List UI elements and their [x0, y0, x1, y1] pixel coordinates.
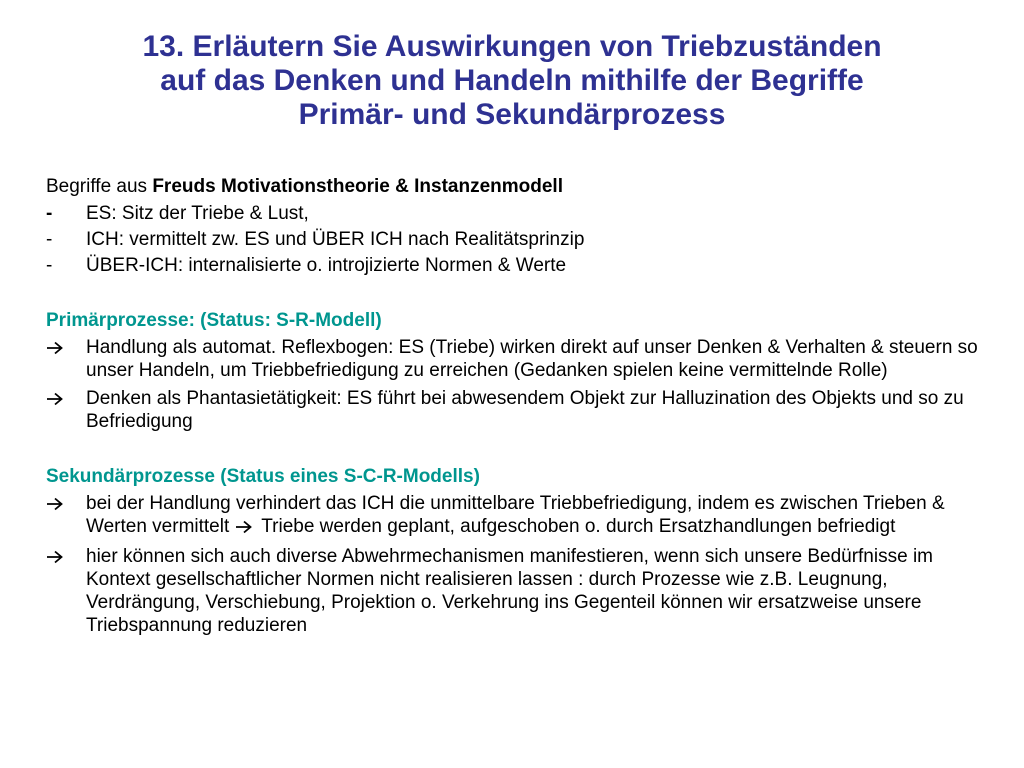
title-line-3: Primär- und Sekundärprozess [298, 98, 726, 131]
secondary-process-heading: Sekundärprozesse (Status eines S-C-R-Modells) [46, 466, 480, 487]
list-item-text: ICH: vermittelt zw. ES und ÜBER ICH nach Realitätsprinzip [86, 229, 585, 250]
primary-item-text: Handlung als automat. Reflexbogen: ES (Triebe) wirken direkt auf unser Denken & Verhalten & steuern so unser Handeln, um Triebbefriedigung zu erreichen (Gedanken spielen keine vermittelnde Rolle) [86, 337, 978, 381]
secondary-item-text [86, 492, 996, 540]
right-arrow-icon [235, 517, 253, 540]
right-arrow-icon [46, 387, 86, 410]
list-item-ueber-ich [46, 254, 996, 277]
primary-item-text: Denken als Phantasietätigkeit: ES führt bei abwesendem Objekt zur Halluzination des Objekts und so zu Befriedigung [86, 388, 964, 432]
secondary-item-part-2: Triebe werden geplant, aufgeschoben o. durch Ersatzhandlungen befriedigt [261, 516, 896, 537]
intro-prefix: Begriffe aus [46, 176, 153, 197]
right-arrow-icon [46, 545, 86, 568]
title-line-2: auf das Denken und Handeln mithilfe der Begriffe [160, 64, 864, 97]
list-item-es [46, 202, 996, 225]
right-arrow-icon [46, 336, 86, 359]
slide-body [46, 175, 996, 642]
slide-title [40, 30, 984, 132]
dash-marker: - [46, 255, 53, 276]
list-item-ich [46, 228, 996, 251]
right-arrow-icon [46, 492, 86, 515]
secondary-item-text: hier können sich auch diverse Abwehrmechanismen manifestieren, wenn sich unsere Bedürfnisse im Kontext gesellschaftlicher Normen nicht realisieren lassen : durch Prozesse wie z.B. Leugnung, Verdrängung, Verschiebung, Projektion o. Verkehrung ins Gegenteil können wir ersatzweise unsere Triebspannung reduzieren [86, 546, 933, 636]
dash-marker: - [46, 229, 53, 250]
secondary-item-ich [46, 492, 996, 540]
list-item-text: ÜBER-ICH: internalisierte o. introjizierte Normen & Werte [86, 255, 567, 276]
dash-marker: - [46, 203, 53, 224]
primary-item-reflex [46, 336, 996, 382]
primary-process-heading: Primärprozesse: (Status: S-R-Modell) [46, 310, 382, 331]
secondary-item-part-1: bei der Handlung verhindert das ICH die unmittelbare Triebbefriedigung, indem es zwischen Trieben & Werten vermittelt [86, 493, 945, 537]
title-line-1: 13. Erläutern Sie Auswirkungen von Triebzuständen [142, 30, 882, 63]
primary-item-phantasy [46, 387, 996, 433]
intro-line [46, 175, 996, 198]
list-item-text: ES: Sitz der Triebe & Lust, [86, 203, 309, 224]
secondary-item-defense [46, 545, 996, 637]
intro-bold-term: Freuds Motivationstheorie & Instanzenmodell [152, 176, 563, 197]
